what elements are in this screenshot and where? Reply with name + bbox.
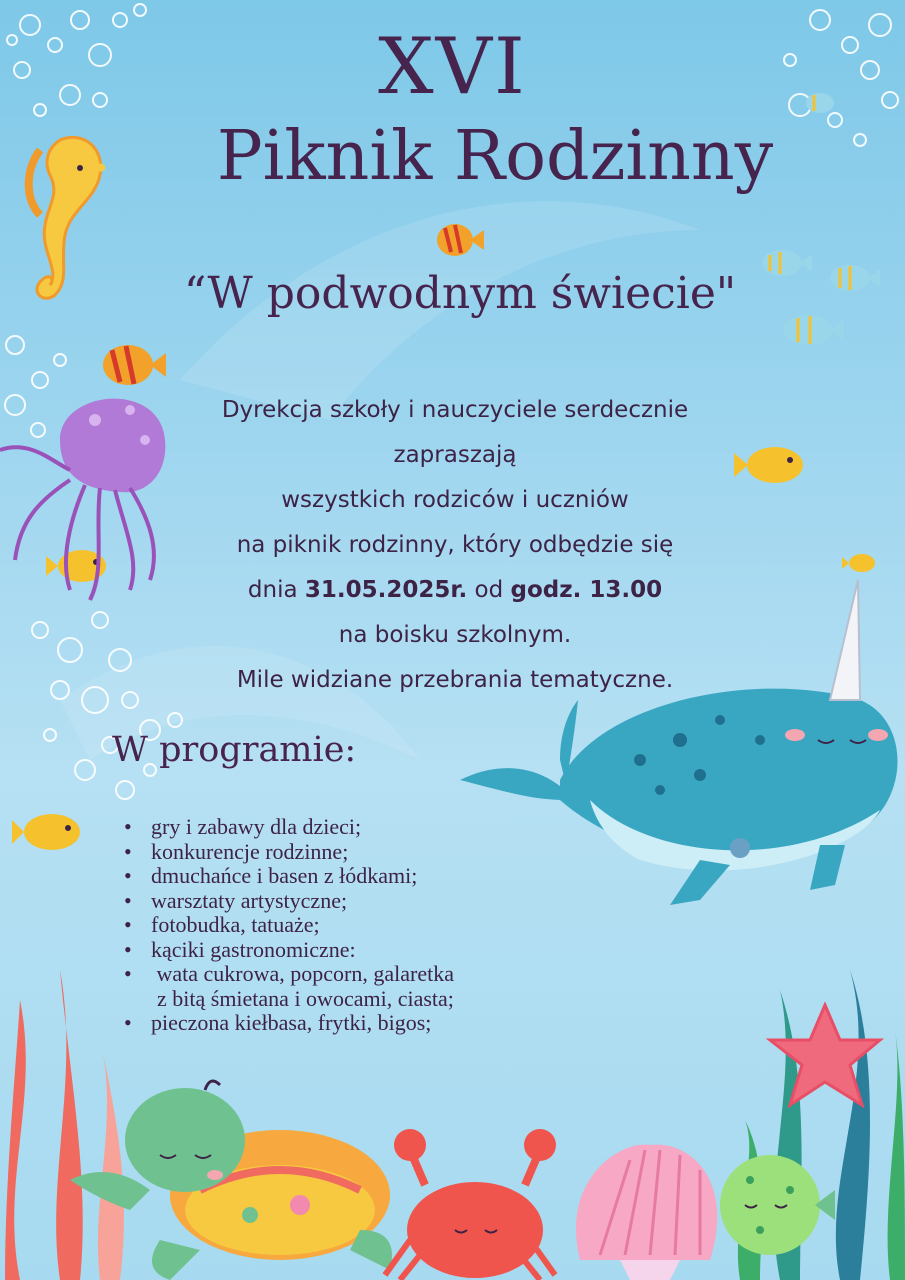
program-title: W programie: — [112, 730, 357, 770]
date-prefix: dnia — [247, 577, 305, 603]
program-item: • konkurencje rodzinne; — [124, 838, 349, 864]
invitation-line: na piknik rodzinny, który odbędzie się — [236, 532, 674, 558]
program-item: • warsztaty artystyczne; — [124, 887, 348, 913]
program-list — [124, 815, 454, 1036]
crab-illustration — [385, 1129, 556, 1280]
poster-title: Piknik Rodzinny — [216, 117, 774, 196]
pufferfish-illustration — [720, 1155, 835, 1255]
invitation-line: zapraszają — [393, 442, 517, 468]
seashell-illustration — [576, 1145, 717, 1280]
event-date-line — [150, 568, 760, 613]
date-mid: od — [467, 577, 511, 603]
program-item: • fotobudka, tatuaże; — [124, 912, 320, 937]
program-item: • dmuchańce i basen z łódkami; — [124, 863, 418, 888]
program-item: • wata cukrowa, popcorn, galaretka — [124, 961, 454, 986]
program-item: • gry i zabawy dla dzieci; — [124, 814, 362, 839]
costume-note: Mile widziane przebrania tematyczne. — [236, 667, 674, 693]
program-item: • kąciki gastronomiczne: — [124, 936, 356, 962]
event-date: 31.05.2025r. — [304, 577, 468, 603]
poster-subtitle: “W podwodnym świecie" — [183, 268, 737, 319]
invitation-line: Dyrekcja szkoły i nauczyciele serdecznie — [221, 397, 689, 423]
event-time: godz. 13.00 — [510, 577, 663, 603]
invitation-line: wszystkich rodziców i uczniów — [281, 487, 629, 513]
program-item-continuation: z bitą śmietana i owocami, ciasta; — [157, 985, 454, 1011]
invitation-text — [150, 388, 760, 703]
poster-title-number: XVI — [378, 22, 527, 112]
event-location: na boisku szkolnym. — [338, 622, 572, 648]
program-item: • pieczona kiełbasa, frytki, bigos; — [124, 1010, 432, 1035]
